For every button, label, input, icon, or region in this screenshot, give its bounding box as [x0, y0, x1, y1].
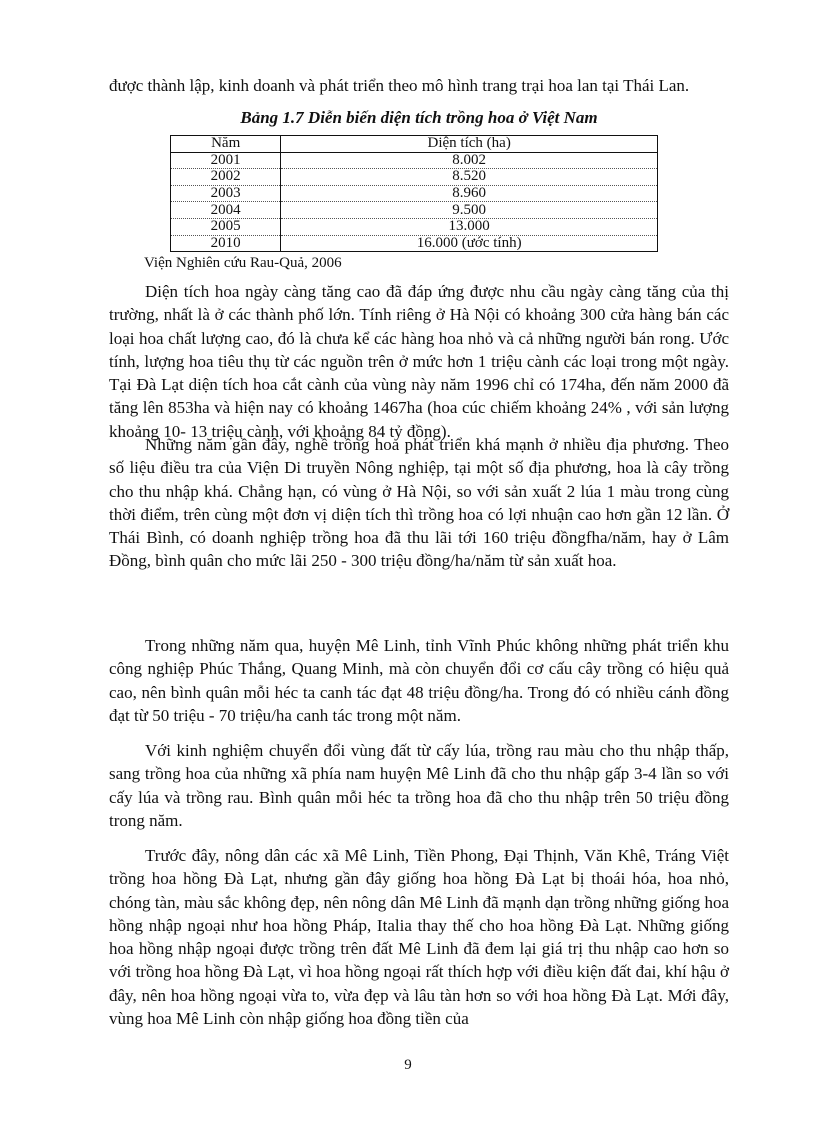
paragraph-4: Với kinh nghiệm chuyển đổi vùng đất từ cấy lúa, trồng rau màu cho thu nhập thấp, sang trồng hoa của những xã phía nam huyện Mê Linh đã cho thu nhập gấp 3-4 lần so với cấy lúa và trồng rau. Bình quân mỗi héc ta trồng hoa đã cho thu nhập trên 50 triệu đồng trong năm.	[109, 741, 729, 830]
cell-year: 2004	[171, 202, 281, 219]
flower-area-table	[170, 135, 658, 252]
cell-area: 16.000 (ước tính)	[281, 235, 658, 252]
table-header-row	[171, 136, 658, 153]
cell-year: 2005	[171, 218, 281, 235]
cell-year: 2001	[171, 152, 281, 169]
paragraph-1: Diện tích hoa ngày càng tăng cao đã đáp ứng được nhu cầu ngày càng tăng của thị trường, nhất là ở các thành phố lớn. Tính riêng ở Hà Nội có khoảng 300 cửa hàng bán các loại hoa chất lượng cao, đó là chưa kể các hàng hoa nhỏ và cả những người bán rong. Ước tính, lượng hoa tiêu thụ từ các nguồn trên ở mức hơn 1 triệu cành các loại trong một ngày. Tại Đà Lạt diện tích hoa cắt cành của vùng này năm 1996 chỉ có 174ha, đến năm 2000 đã tăng lên 853ha và hiện nay có khoảng 1467ha (hoa cúc chiếm khoảng 24% , với sản lượng khoảng 10- 13 triệu cành, với khoảng 84 tỷ đồng).	[109, 282, 729, 441]
cell-area: 8.002	[281, 152, 658, 169]
cell-area: 9.500	[281, 202, 658, 219]
table-row	[171, 235, 658, 252]
cell-year: 2002	[171, 169, 281, 186]
paragraph-3: Trong những năm qua, huyện Mê Linh, tỉnh Vĩnh Phúc không những phát triển khu công nghiệp Phúc Thắng, Quang Minh, mà còn chuyển đổi cơ cấu cây trồng có hiệu quả cao, nên bình quân mỗi héc ta canh tác đạt 48 triệu đồng/ha. Trong đó có nhiều cánh đồng đạt từ 50 triệu - 70 triệu/ha canh tác trong một năm.	[109, 636, 729, 725]
paragraph-5: Trước đây, nông dân các xã Mê Linh, Tiền Phong, Đại Thịnh, Văn Khê, Tráng Việt trồng hoa hồng Đà Lạt, nhưng gần đây giống hoa hồng Đà Lạt bị thoái hóa, hoa nhỏ, chóng tàn, màu sắc không đẹp, nên nông dân Mê Linh đã mạnh dạn trồng những giống hoa hồng nhập ngoại như hoa hồng Pháp, Italia thay thế cho hoa hồng Đà Lạt. Những giống hoa hồng nhập ngoại được trồng trên đất Mê Linh đã đem lại giá trị thu nhập cao hơn so với trồng hoa hồng Đà Lạt, vì hoa hồng ngoại rất thích hợp với điều kiện đất đai, khí hậu ở đây, nên hoa hồng ngoại vừa to, vừa đẹp và lâu tàn hơn so với hoa hồng Đà Lạt. Mới đây, vùng hoa Mê Linh còn nhập giống hoa đồng tiền của	[109, 846, 729, 1029]
table-caption: Bảng 1.7 Diễn biến diện tích trồng hoa ở Việt Nam	[240, 108, 598, 127]
table-row	[171, 185, 658, 202]
cell-year: 2003	[171, 185, 281, 202]
continuation-line: được thành lập, kinh doanh và phát triển theo mô hình trang trại hoa lan tại Thái Lan.	[109, 76, 690, 95]
paragraph-2: Những năm gần đây, nghề trồng hoa phát triển khá mạnh ở nhiều địa phương. Theo số liệu điều tra của Viện Di truyền Nông nghiệp, tại một số địa phương, hoa là cây trồng cho thu nhập khá. Chẳng hạn, có vùng ở Hà Nội, so với sản xuất 2 lúa 1 màu trong cùng thời điểm, trên cùng một đơn vị diện tích thì trồng hoa có lợi nhuận cao hơn gần 12 lần. Ở Thái Bình, có doanh nghiệp trồng hoa đã thu lãi tới 160 triệu đồngfha/năm, hay ở Lâm Đồng, bình quân cho mức lãi 250 - 300 triệu đồng/ha/năm từ sản xuất hoa.	[109, 435, 729, 571]
cell-area: 13.000	[281, 218, 658, 235]
table-row	[171, 152, 658, 169]
table-row	[171, 218, 658, 235]
table-source: Viện Nghiên cứu Rau-Quả, 2006	[144, 255, 342, 271]
header-year: Năm	[171, 136, 281, 153]
table-row	[171, 169, 658, 186]
table-row	[171, 202, 658, 219]
cell-year: 2010	[171, 235, 281, 252]
header-area: Diện tích (ha)	[281, 136, 658, 153]
cell-area: 8.960	[281, 185, 658, 202]
page-number: 9	[404, 1057, 412, 1073]
cell-area: 8.520	[281, 169, 658, 186]
